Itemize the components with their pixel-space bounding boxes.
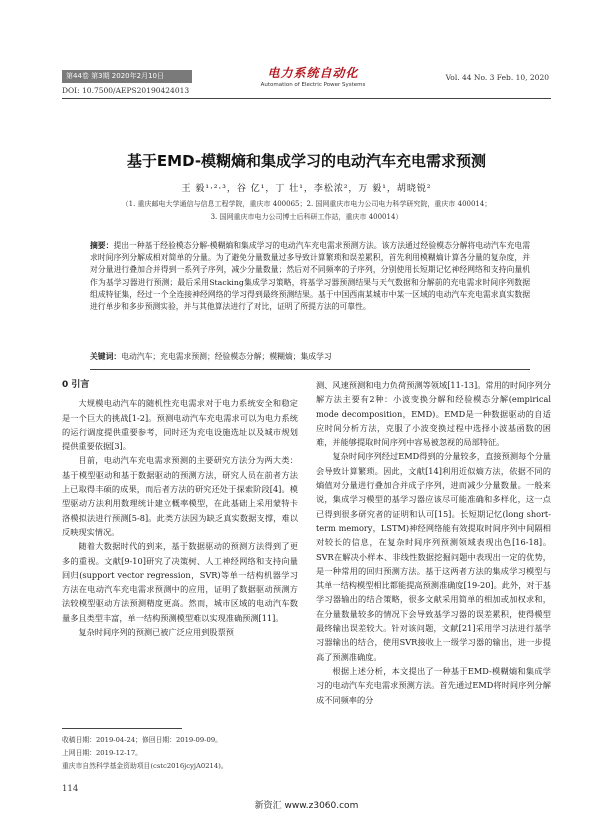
footnote-divider xyxy=(62,728,182,729)
abstract-divider xyxy=(90,369,530,370)
issue-strip: 第44卷 第3期 2020年2月10日 xyxy=(62,70,192,83)
paper-title: 基于EMD-模糊熵和集成学习的电动汽车充电需求预测 xyxy=(126,152,487,170)
paragraph: 随着大数据时代的到来，基于数据驱动的预测方法得到了更多的重视。文献[9-10]研究了决策树、人工神经网络和支持向量回归(support vector regression，SVR)等单一结构机器学习方法在电动汽车充电需求预测中的应用，证明了数据驱动预测方法较模型驱动方法预测精度更高。然而，城市区域的电动汽车数量多且类型丰富，单一结构预测模型难以实现准确预测[11]。 xyxy=(62,541,298,623)
keywords xyxy=(90,351,530,362)
header-divider xyxy=(62,98,551,99)
footnote-received: 收稿日期：2019-04-24；修回日期：2019-09-09。 xyxy=(62,736,222,744)
author-list: 王 毅¹·²·³，谷 亿¹，丁 壮¹，李松浓²，万 毅¹，胡晓锐² xyxy=(181,184,432,194)
keywords-label: 关键词： xyxy=(90,352,122,361)
doi: DOI: 10.7500/AEPS20190424013 xyxy=(62,86,190,95)
paragraph: 目前，电动汽车充电需求预测的主要研究方法分为两大类：基于模型驱动和基于数据驱动的预测方法，研究人员在前者方法上已取得丰硕的成果，而后者方法的研究还处于探索阶段[4]。模型驱动方法利用数理统计建立概率模型，在此基础上采用蒙特卡洛模拟法进行预测[5-8]。此类方法因为缺乏真实数据支撑，难以反映现实情况。 xyxy=(62,455,298,537)
abstract-label: 摘要： xyxy=(90,241,114,250)
journal-title-cn: 电力系统自动化 xyxy=(267,66,359,80)
page-number: 114 xyxy=(62,784,79,794)
affiliation-line-1: （1. 重庆邮电大学通信与信息工程学院，重庆市 400065；2. 国网重庆市电力公司电力科学研究院，重庆市 400014； xyxy=(121,200,492,208)
abstract xyxy=(90,240,530,313)
paragraph: 测、风速预测和电力负荷预测等领域[11-13]。常用的时间序列分解方法主要有2种：小波变换分解和经验模态分解(empirical mode decomposition，EMD)。EMD是一种数据驱动的自适应时间分析方法，克服了小波变换过程中选择小波基函数的困难，并能够提取时间序列中容易被忽视的局部特征。 xyxy=(316,380,551,448)
paragraph: 根据上述分析，本文提出了一种基于EMD-模糊熵和集成学习的电动汽车充电需求预测方法。首先通过EMD将时间序列分解成不同频率的分 xyxy=(316,665,551,705)
affiliation-line-2: 3. 国网重庆市电力公司博士后科研工作站，重庆市 400014） xyxy=(210,213,403,221)
paragraph: 复杂时间序列经过EMD得到的分量较多，直接预测每个分量会导致计算繁琐。因此，文献[14]利用近似熵方法，依据不同的熵值对分量进行叠加合并成子序列，进而减少分量数量。一般来说，集成学习模型的基学习器应该尽可能准确和多样化，这一点已得到很多研究者的证明和认可[15]。长短期记忆(long short-term memory，LSTM)神经网络能有效提取时间序列中间隔相对较长的信息，在复杂时间序列预测领域表现出色[16-18]。SVR在解决小样本、非线性数据挖掘问题中表现出一定的优势，是一种常用的回归预测方法。基于这两者方法的集成学习模型与其单一结构模型相比都能提高预测准确度[19-20]。此外，对于基学习器输出的结合策略，很多文献采用简单的相加或加权求和，在分量数量较多的情况下会导致基学习器的误差累积，使得模型最终输出误差较大。针对该问题，文献[21]采用学习法进行基学习器输出的结合，使用SVR接收上一级学习器的输出，进一步提高了预测准确度。 xyxy=(316,451,551,662)
volume-info: Vol. 44 No. 3 Feb. 10, 2020 xyxy=(445,73,549,82)
keywords-text: 电动汽车；充电需求预测；经验模态分解；模糊熵；集成学习 xyxy=(121,352,332,361)
watermark-footer: 新资汇 www.z3060.com xyxy=(254,801,359,811)
paragraph: 大规模电动汽车的随机性充电需求对于电力系统安全和稳定是一个巨大的挑战[1-2]。预测电动汽车充电需求可以为电力系统的运行调度提供重要参考，同时还为充电设施选址以及城市规划提供重要依据[3]。 xyxy=(62,398,298,452)
left-column xyxy=(62,378,298,639)
right-column xyxy=(316,378,551,707)
paragraph: 复杂时间序列的预测已被广泛应用到股票预 xyxy=(78,627,234,638)
journal-logo xyxy=(258,64,368,88)
abstract-text: 提出一种基于经验模态分解-模糊熵和集成学习的电动汽车充电需求预测方法。该方法通过经验模态分解将电动汽车充电需求时间序列分解成相对简单的分量。为了避免分量数量过多导致计算繁琐和误差累积，首先利用模糊熵计算各分量的复杂度，并对分量进行叠加合并得到一系列子序列，减少分量数量；然后对不同频率的子序列，分别使用长短期记忆神经网络和支持向量机作为基学习器进行预测；最后采用Stacking集成学习策略，将基学习器预测结果与天气数据和分解前的充电需求时间序列数据组成特征集，经过一个全连接神经网络的学习得到最终预测结果。基于中国西南某城市中某一区域的电动汽车充电需求真实数据进行单步和多步预测实验，并与其他算法进行了对比，证明了所提方法的可靠性。 xyxy=(90,241,530,312)
journal-title-en: Automation of Electric Power Systems xyxy=(260,82,366,88)
footnote-online: 上网日期：2019-12-17。 xyxy=(62,749,142,757)
footnote-funding: 重庆市自然科学基金资助项目(cstc2016jcyjA0214)。 xyxy=(62,762,228,770)
section-heading: 0 引言 xyxy=(62,380,90,390)
